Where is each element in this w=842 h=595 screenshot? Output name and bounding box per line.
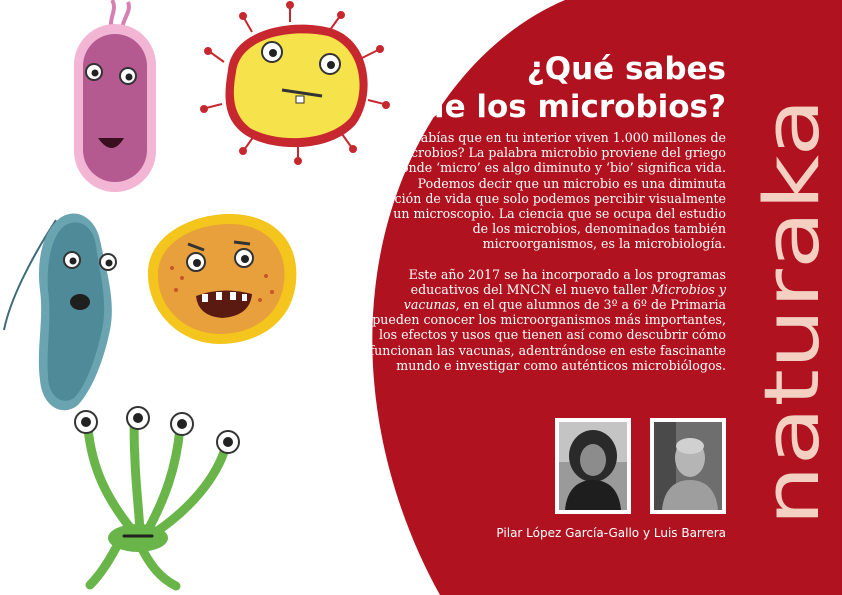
naturaka-logo — [747, 96, 836, 526]
title-line-2: de los microbios? — [422, 89, 726, 125]
intro-paragraph: ¿Sabías que en tu interior viven 1.000 millones de microbios? La palabra microbio proviene del griego donde ‘micro’ es algo diminuto y ‘bio’ significa vida. Podemos decir que un microbio es una diminuta porción de vida que solo podemos percibir visualmente con un microscopio. La ciencia que se ocupa del estudio de los microbios, denominados también microorganismos, es la microbiología. — [366, 130, 726, 252]
pink-bacillus-illustration — [74, 0, 156, 192]
workshop-paragraph — [366, 267, 726, 373]
naturaka-wordmark: naturaka — [747, 186, 836, 526]
author-photo-luis — [650, 418, 726, 514]
author-photo-pilar — [555, 418, 631, 514]
orange-coccus-illustration — [148, 214, 296, 344]
teal-amoeba-illustration — [4, 214, 116, 411]
green-tentacle-illustration — [75, 407, 239, 586]
workshop-text-before: Este año 2017 se ha incorporado a los programas educativos del MNCN el nuevo taller — [408, 266, 726, 297]
yellow-virus-illustration — [201, 2, 389, 164]
workshop-name: Microbios y vacunas — [403, 281, 726, 313]
article-title — [422, 50, 726, 126]
authors-caption: Pilar López García-Gallo y Luis Barrera — [496, 526, 726, 540]
title-line-1: ¿Qué sabes — [526, 51, 726, 87]
workshop-text-after: , en el que alumnos de 3º a 6º de Primaria pueden conocer los microorganismos más importantes, los efectos y usos que tienen así como descubrir cómo funcionan las vacunas, adentrándose en este fascinante mundo e investigar como auténticos microbiólogos. — [369, 297, 726, 373]
article-body — [366, 130, 726, 388]
